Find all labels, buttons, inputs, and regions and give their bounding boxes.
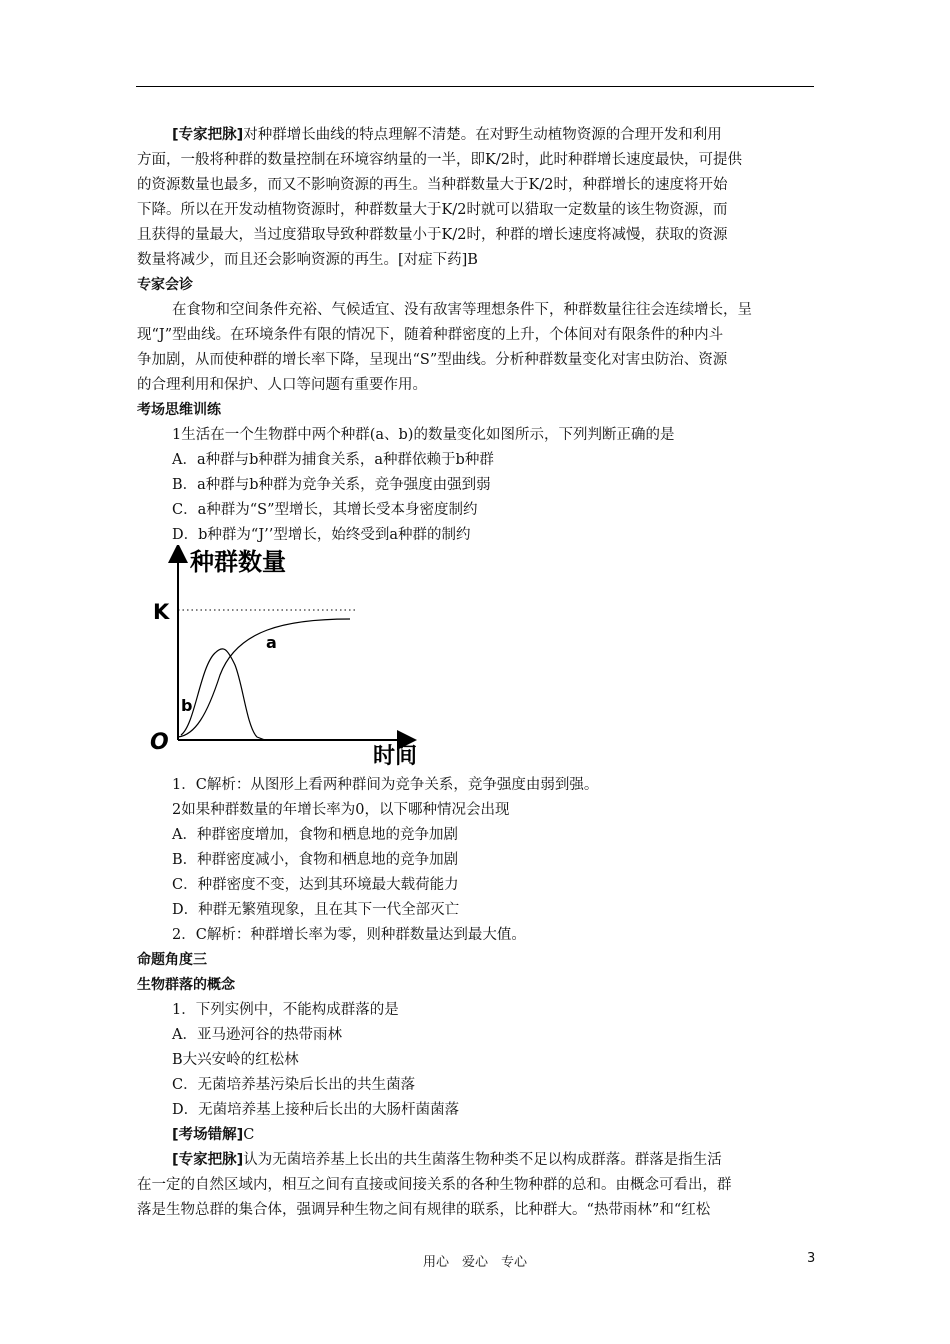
option-text: D．种群无繁殖现象，且在其下一代全部灭亡 — [172, 902, 460, 918]
text-line: 下降。所以在开发动植物资源时，种群数量大于K/2时就可以猎取一定数量的该生物资源，而 — [137, 202, 728, 218]
text-line: [考场错解]C — [172, 1127, 255, 1143]
section-heading: 考场思维训练 — [137, 402, 221, 418]
text-line: 的资源数量也最多，而又不影响资源的再生。当种群数量大于K/2时，种群增长的速度将开始 — [137, 177, 728, 193]
option-text: A．a种群与b种群为捕食关系，a种群依赖于b种群 — [172, 452, 494, 468]
text-line: 方面，一般将种群的数量控制在环境容纳量的一半，即K/2时，此时种群增长速度最快，可提供 — [137, 152, 742, 168]
option-text: C．无菌培养基污染后长出的共生菌落 — [172, 1077, 416, 1093]
text-line: 落是生物总群的集合体，强调异种生物之间有规律的联系，比种群大。“热带雨林”和“红松 — [137, 1202, 711, 1218]
text-line: 数量将减少，而且还会影响资源的再生。[对症下药]B — [137, 252, 478, 268]
answer-text: 2．C解析：种群增长率为零，则种群数量达到最大值。 — [172, 927, 526, 943]
origin-label: O — [150, 730, 169, 755]
option-text: A．种群密度增加，食物和栖息地的竞争加剧 — [172, 827, 458, 843]
option-text: D．无菌培养基上接种后长出的大肠杆菌菌落 — [172, 1102, 460, 1118]
section-heading: 专家会诊 — [137, 277, 193, 293]
population-growth-figure — [145, 545, 430, 770]
text-line: 现“J”型曲线。在环境条件有限的情况下，随着种群密度的上升，个体间对有限条件的种内斗 — [137, 327, 724, 343]
text-line: [专家把脉]对种群增长曲线的特点理解不清楚。在对野生动植物资源的合理开发和利用 — [172, 127, 722, 143]
option-text: D．b种群为“J’’型增长，始终受到a种群的制约 — [172, 527, 471, 543]
option-text: A．亚马逊河谷的热带雨林 — [172, 1027, 342, 1043]
section-heading: 生物群落的概念 — [137, 977, 235, 993]
curve-a — [178, 619, 350, 737]
option-text: B．a种群与b种群为竞争关系，竞争强度由强到弱 — [172, 477, 491, 493]
x-axis-label: 时间 — [373, 744, 418, 769]
question-text: 2如果种群数量的年增长率为0，以下哪种情况会出现 — [172, 802, 510, 818]
section-heading: 命题角度三 — [137, 952, 207, 968]
k-label: K — [153, 600, 170, 624]
text-line: 的合理利用和保护、人口等问题有重要作用。 — [137, 377, 427, 393]
text-line: [专家把脉]认为无菌培养基上长出的共生菌落生物种类不足以构成群落。群落是指生活 — [172, 1152, 722, 1168]
question-text: 1生活在一个生物群中两个种群(a、b)的数量变化如图所示，下列判断正确的是 — [172, 427, 675, 443]
header-rule — [136, 86, 814, 87]
option-text: C．a种群为“S”型增长，其增长受本身密度制约 — [172, 502, 478, 518]
text-line: 在一定的自然区域内，相互之间有直接或间接关系的各种生物种群的总和。由概念可看出，群 — [137, 1177, 732, 1193]
text-line: 且获得的量最大，当过度猎取导致种群数量小于K/2时，种群的增长速度将减慢，获取的资源 — [137, 227, 728, 243]
option-text: C．种群密度不变，达到其环境最大载荷能力 — [172, 877, 459, 893]
y-axis-label: 种群数量 — [190, 548, 286, 576]
curve-b — [181, 649, 265, 740]
text-line: 争加剧，从而使种群的增长率下降，呈现出“S”型曲线。分析种群数量变化对害虫防治、资源 — [137, 352, 728, 368]
text-line: 在食物和空间条件充裕、气候适宜、没有敌害等理想条件下，种群数量往往会连续增长，呈 — [172, 302, 752, 318]
curve-b-label: b — [181, 696, 193, 715]
answer-text: 1．C解析：从图形上看两种群间为竞争关系，竞争强度由弱到强。 — [172, 777, 599, 793]
option-text: B大兴安岭的红松林 — [172, 1052, 299, 1068]
footer-motto: 用心 爱心 专心 — [422, 1255, 527, 1270]
option-text: B．种群密度减小，食物和栖息地的竞争加剧 — [172, 852, 459, 868]
question-text: 1．下列实例中，不能构成群落的是 — [172, 1002, 399, 1018]
page-number: 3 — [807, 1251, 816, 1266]
curve-a-label: a — [266, 633, 277, 652]
